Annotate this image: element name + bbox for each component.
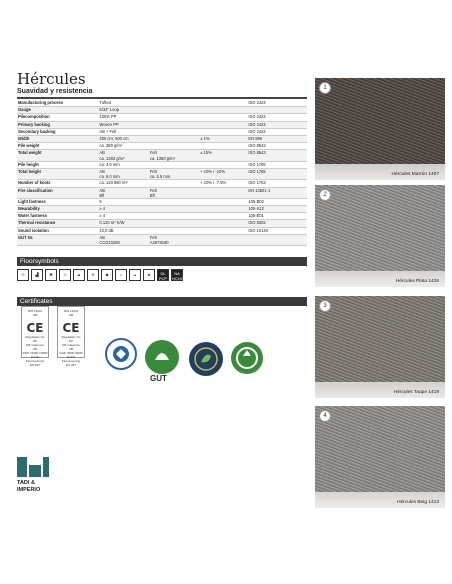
ce1-class: AB [32,313,37,317]
spec-row [17,150,307,161]
spec-cell-v3 [199,227,247,234]
blue-angel-logo [105,338,137,370]
spec-cell-label: Number of knots [17,180,98,187]
spec-row [17,198,307,205]
spec-cell-v3 [199,143,247,150]
spec-row [17,234,307,245]
ce1-line: DOP 72660 73680 [22,351,48,355]
ce2-std: DIN 14041 [63,309,79,313]
spec-cell-label: Pile height [17,161,98,168]
spec-cell-v4: 105-E01 [247,213,307,220]
swatch-caption: Hércules Marrón 1407 [391,172,439,177]
gut-logo [145,340,179,374]
spec-cell-v3 [199,107,247,114]
spec-cell-v3 [199,121,247,128]
spec-row [17,135,307,142]
ce-label-2 [57,306,85,367]
spec-cell-v1: AB CCD10269 [98,234,148,245]
spec-cell-label: Primary backing [17,121,98,128]
swatch-number: 4 [319,410,331,422]
spec-cell-v2: Felt ca. 6.5 mm [149,168,199,179]
spec-cell-v2 [149,220,199,227]
spec-cell-v2: Felt ca. 1360 g/m² [149,150,199,161]
blue-angel-icon [107,340,135,368]
spec-cell-v4: 105-B02 [247,198,307,205]
spec-cell-v4: ISO 8543 [247,143,307,150]
swatch-photo-2 [315,185,445,287]
spec-cell-v4: ISO 2424 [247,128,307,135]
swatch-number: 2 [319,189,331,201]
spec-cell-v1: 10,0 dB [98,227,148,234]
spec-cell-v4: ISO 8543 [247,150,307,161]
brand-mark-icon [17,457,57,477]
spec-cell-label: Pilecomposition [17,114,98,121]
spec-cell-v4: ISO 8302 [247,220,307,227]
spec-cell-v4: ISO 2424 [247,121,307,128]
sun-icon: ☼ [115,269,127,281]
spec-cell-label: Sound isolation [17,227,98,234]
swatch-caption: Hércules Taupe 1419 [393,390,439,395]
pets-icon: ✱ [45,269,57,281]
ce2-line: DOP 7988 73680 [59,351,83,355]
shoe-icon: ▲ [73,269,85,281]
ce1-line: EN 997 [29,363,40,367]
spec-cell-v1: ca. 3.5 mm [98,161,148,168]
header-rule [17,97,307,99]
spec-table [17,100,307,246]
spec-cell-v1: Woven PP [98,121,148,128]
spec-cell-v2 [149,198,199,205]
dl-pcp-badge: DL PCP [158,271,168,281]
water-icon: ◆ [101,269,113,281]
ce1-line: Mfr reference [26,343,44,347]
spec-row [17,114,307,121]
tree-icon: ♣ [143,269,155,281]
spec-cell-v1: ca. 380 g/m² [98,143,148,150]
spec-cell-v2 [149,114,199,121]
ce2-line: EN 997 [65,363,76,367]
spec-row [17,213,307,220]
ce2-line: Regulation No [61,335,81,339]
heating-icon: ≋ [87,269,99,281]
spec-cell-v4: ISO 2424 [247,100,307,107]
spec-cell-v4: ISO 1765 [247,161,307,168]
spec-cell-v4: ISO 1763 [247,180,307,187]
brand-line-1: TADI & [17,480,35,486]
ce2-line: Textile Floorcovering [61,355,81,363]
spec-cell-v2 [149,121,199,128]
spec-cell-v3 [199,128,247,135]
spec-row [17,100,307,107]
spec-cell-v2 [149,227,199,234]
spec-row [17,143,307,150]
ce1-std: DIN 14041 [27,309,43,313]
spec-cell-label: Wearability [17,206,98,213]
ce2-line: Mfr reference [62,343,80,347]
spec-cell-v2: Felt Bfl [149,187,199,198]
gut-icon [145,340,179,374]
spec-cell-v1: 400 cm; 500 cm [98,135,148,142]
spec-cell-v3 [199,187,247,198]
spec-row [17,180,307,187]
spec-cell-v2 [149,213,199,220]
spec-cell-v1: ≥ 4 [98,206,148,213]
spec-cell-v2 [149,128,199,135]
swatch-caption: Hércules Plata 1426 [395,279,439,284]
spec-cell-v4: EN 13501-1 [247,187,307,198]
ce2-mark: CE [62,321,80,335]
spec-cell-v1: 5 [98,198,148,205]
spec-cell-v4 [247,107,307,114]
fire-icon: ▴ [129,269,141,281]
spec-cell-v3 [199,100,247,107]
spec-cell-label: Secondary backing [17,128,98,135]
spec-cell-v3 [199,206,247,213]
spec-cell-v2 [149,180,199,187]
spec-cell-v3: + 10% / -10% [199,168,247,179]
swatch-number: 3 [319,300,331,312]
spec-row [17,168,307,179]
spec-cell-v1: Tufted [98,100,148,107]
spec-cell-label: Width [17,135,98,142]
swatch-photo-4 [315,406,445,508]
spec-cell-label: GUT Nr. [17,234,98,245]
spec-cell-v2 [149,107,199,114]
swatch-photo-1 [315,78,445,180]
spec-row [17,161,307,168]
spec-cell-v1: 100% PP [98,114,148,121]
spec-row [17,187,307,198]
ce1-mark: CE [26,321,44,335]
stairs-icon: ▟ [31,269,43,281]
floorsymbols-heading: Floorsymbols [17,257,307,266]
brand-logo [17,457,57,493]
spec-cell-v1: AB + Felt [98,128,148,135]
spec-cell-v4: ISO 10140 [247,227,307,234]
ce1-line: Textile Floorcovering [25,355,45,363]
ce-label-1 [21,306,49,367]
spec-cell-v3 [199,213,247,220]
spec-cell-v3 [199,198,247,205]
person-icon: ☺ [59,269,71,281]
spec-row [17,227,307,234]
spec-cell-label: Thermal resistance [17,220,98,227]
spec-cell-v2 [149,135,199,142]
swatch-caption: Hércules Beig 1413 [397,500,439,505]
spec-cell-v3 [199,114,247,121]
gut-label: GUT [150,374,167,383]
spec-cell-v2 [149,206,199,213]
spec-cell-v1: AB ca. 1383 g/m² [98,150,148,161]
certificates-heading: Certificates [17,297,307,306]
spec-cell-label: Fire classification [17,187,98,198]
spec-cell-v4: 105-X12 [247,206,307,213]
spec-cell-v3: ± 15% [199,150,247,161]
spec-cell-v1: AB ca. 6.0 mm [98,168,148,179]
brand-line-2: IMPERIO [17,486,41,493]
chair-wheel-icon: ⊙ [17,269,29,281]
spec-cell-v3: ± 1% [199,135,247,142]
spec-cell-label: Manufacturing process [17,100,98,107]
spec-cell-label: Light fastness [17,198,98,205]
spec-cell-label: Water fastness [17,213,98,220]
spec-cell-v2 [149,143,199,150]
spec-cell-label: Total height [17,168,98,179]
ce1-line: AB [32,347,37,351]
spec-cell-v4: ISO 2424 [247,114,307,121]
spec-cell-label: Pile weight [17,143,98,150]
brand-name [17,480,57,493]
spec-cell-v1: ≥ 4 [98,213,148,220]
spec-cell-v1: AB Bfl [98,187,148,198]
swatch-photo-3 [315,296,445,398]
page-subtitle: Suavidad y resistencia [17,88,93,95]
spec-cell-label: Total weight [17,150,98,161]
spec-cell-v4 [247,234,307,245]
na-hcho-badge: NA HCHO [172,271,184,281]
spec-row [17,128,307,135]
spec-cell-v1: 5/32" Loop [98,107,148,114]
spec-cell-label: Gauge [17,107,98,114]
spec-cell-v2 [149,100,199,107]
spec-cell-v2 [149,161,199,168]
spec-row [17,121,307,128]
ce1-line: Regulation No [25,335,45,339]
spec-cell-v4: EN 986 [247,135,307,142]
spec-cell-v3: + 10% / -7.5% [199,180,247,187]
spec-row [17,107,307,114]
spec-row [17,220,307,227]
spec-cell-v1: 0.120 m² K/W [98,220,148,227]
spec-cell-v2: Felt A2878180 [149,234,199,245]
spec-cell-v4: ISO 1765 [247,168,307,179]
indoor-air-comfort-logo [189,342,223,376]
spec-cell-v3 [199,234,247,245]
floorsymbols-row [17,269,183,281]
leaf-icon [189,342,223,376]
page-title: Hércules [17,70,86,88]
ce1-line: DP [32,339,38,343]
ce2-class: AB [68,313,73,317]
ce2-line: AB [68,347,73,351]
spec-cell-v3 [199,161,247,168]
recycle-icon [231,342,263,374]
ce2-line: DP [68,339,74,343]
spec-row [17,206,307,213]
spec-cell-v3 [199,220,247,227]
swatch-number: 1 [319,82,331,94]
spec-cell-v1: ca. 120.960 /m² [98,180,148,187]
econyl-logo [231,342,263,374]
